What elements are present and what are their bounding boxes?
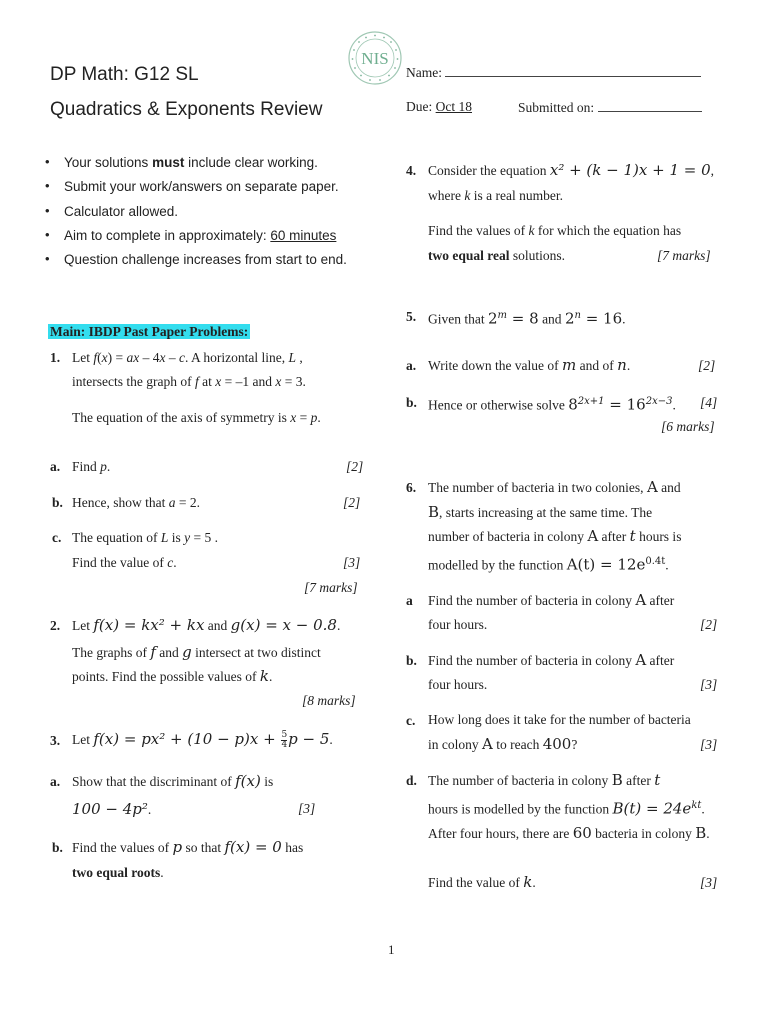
total-marks: [7 marks] — [657, 248, 711, 263]
submitted-field[interactable] — [518, 99, 702, 116]
part-text: Find the value of c. — [72, 555, 177, 570]
part-label: c. — [406, 713, 416, 728]
question-text: Consider the equation x² + (k − 1)x + 1 = 0, — [428, 161, 715, 179]
due-date — [406, 99, 472, 115]
part-text: Hence or otherwise solve $8^{2x+1} = 16^{2x-3}$. — [428, 395, 676, 414]
part-text: After four hours, there are 60 bacteria in colony B. — [428, 824, 710, 842]
question-text: Given that $2^m = 8$ and $2^n = 16$. — [428, 309, 626, 328]
part-label: b. — [52, 840, 63, 855]
part-label: b. — [52, 495, 63, 510]
marks: [2] — [343, 495, 361, 510]
total-marks: [8 marks] — [302, 693, 356, 708]
question-text: The number of bacteria in two colonies, A and — [428, 478, 681, 496]
question-number: 3. — [50, 733, 61, 748]
page-title: Quadratics & Exponents Review — [50, 99, 323, 120]
part-text: two equal roots. — [72, 865, 164, 880]
part-text: The equation of L is y = 5 . — [72, 530, 219, 545]
question-number: 5. — [406, 309, 417, 324]
marks: [3] — [298, 801, 316, 816]
question-text: Let f(x) = px² + (10 − p)x + $\frac{5}{4}$ p − 5. — [72, 730, 333, 751]
part-text: four hours. — [428, 617, 488, 632]
part-text: Find the number of bacteria in colony A after — [428, 651, 675, 669]
total-marks: [6 marks] — [661, 419, 715, 434]
question-number: 6. — [406, 480, 417, 495]
question-text: points. Find the possible values of k. — [72, 667, 273, 685]
question-text: Let f(x) = ax – 4x – c. A horizontal line, L , — [72, 350, 303, 365]
instruction-item: • Submit your work/answers on separate paper. — [32, 179, 347, 203]
part-label: a. — [50, 459, 61, 474]
question-text: The graphs of f and g intersect at two distinct — [72, 643, 321, 661]
marks: [2] — [700, 617, 718, 632]
total-marks: [7 marks] — [304, 580, 358, 595]
name-field[interactable] — [406, 64, 701, 81]
part-text: The number of bacteria in colony B after t — [428, 771, 661, 789]
instruction-item: • Aim to complete in approximately: 60 minutes — [32, 228, 347, 252]
marks: [2] — [346, 459, 364, 474]
name-line — [445, 64, 701, 77]
question-text: The equation of the axis of symmetry is x = p. — [72, 410, 321, 425]
part-label: a — [406, 593, 413, 608]
question-text: where k is a real number. — [428, 188, 563, 203]
part-text: Find the value of k. — [428, 873, 536, 891]
part-label: d. — [406, 773, 417, 788]
due-value: Oct 18 — [435, 99, 472, 114]
school-logo — [347, 30, 403, 86]
part-text: 100 − 4p². — [72, 800, 152, 818]
instruction-item: • Your solutions must include clear working. — [32, 155, 347, 179]
part-text: Find p. — [72, 459, 111, 474]
logo-text: NIS — [361, 49, 389, 68]
part-label: c. — [52, 530, 62, 545]
part-text: Find the values of p so that f(x) = 0 has — [72, 838, 304, 856]
question-number: 1. — [50, 350, 61, 365]
fraction: $\frac{5}{4}$ — [281, 730, 288, 751]
question-number: 2. — [50, 618, 61, 633]
part-text: Hence, show that a = 2. — [72, 495, 200, 510]
question-text: Find the values of k for which the equation has — [428, 223, 682, 238]
name-label: Name: — [406, 65, 442, 80]
marks: [4] — [700, 395, 718, 410]
instructions-list — [32, 155, 347, 276]
section-heading: Main: IBDP Past Paper Problems: — [50, 324, 249, 339]
submitted-label: Submitted on: — [518, 100, 595, 115]
part-text: How long does it take for the number of bacteria — [428, 712, 691, 727]
question-text: number of bacteria in colony A after t hours is — [428, 527, 682, 545]
part-text: Show that the discriminant of f(x) is — [72, 772, 274, 790]
question-text: B, starts increasing at the same time. The — [428, 503, 653, 521]
instruction-item: • Question challenge increases from start to end. — [32, 252, 347, 276]
question-text: two equal real solutions. — [428, 248, 566, 263]
part-label: b. — [406, 395, 417, 410]
part-text: in colony A to reach 400? — [428, 735, 578, 753]
marks: [3] — [700, 737, 718, 752]
page-number: 1 — [388, 942, 395, 957]
part-text: hours is modelled by the function $B(t) = 24e^{kt}$. — [428, 799, 705, 818]
question-text: Let f(x) = kx² + kx and g(x) = x − 0.8. — [72, 616, 341, 634]
marks: [3] — [700, 677, 718, 692]
course-title: DP Math: G12 SL — [50, 64, 199, 85]
part-label: a. — [50, 774, 61, 789]
part-text: Find the number of bacteria in colony A after — [428, 591, 675, 609]
question-number: 4. — [406, 163, 417, 178]
question-text: intersects the graph of f at x = –1 and x = 3. — [72, 374, 306, 389]
question-text: modelled by the function $A(t) = 12e^{0.4t}$. — [428, 555, 669, 574]
marks: [2] — [698, 358, 716, 373]
part-label: a. — [406, 358, 417, 373]
marks: [3] — [700, 875, 718, 890]
instruction-item: • Calculator allowed. — [32, 204, 347, 228]
part-label: b. — [406, 653, 417, 668]
part-text: Write down the value of m and of n. — [428, 356, 631, 374]
marks: [3] — [343, 555, 361, 570]
submitted-line — [598, 99, 702, 112]
part-text: four hours. — [428, 677, 488, 692]
due-label: Due: — [406, 99, 433, 114]
